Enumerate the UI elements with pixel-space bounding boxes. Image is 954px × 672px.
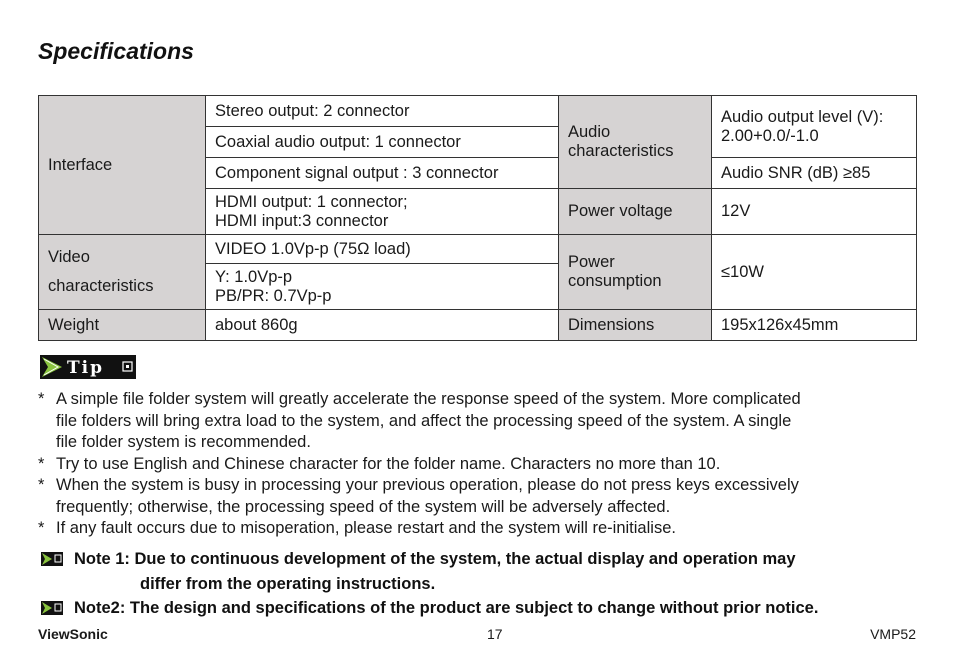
- interface-stereo-output: Stereo output: 2 connector: [215, 101, 410, 120]
- power-voltage-value-cell: [712, 189, 917, 235]
- bullet-marker: *: [38, 476, 45, 494]
- bullet-line: file folder system is recommended.: [56, 433, 311, 451]
- note-icon: [41, 552, 63, 566]
- footer-model: VMP52: [870, 626, 916, 642]
- bullet-marker: *: [38, 519, 45, 537]
- bullet-line: When the system is busy in processing your previous operation, please do not press keys excessively: [56, 476, 799, 494]
- bullet-marker: *: [38, 454, 45, 473]
- audio-level-cell: [712, 96, 917, 158]
- interface-row-cell: [206, 96, 559, 127]
- interface-row-cell: [206, 189, 559, 235]
- tip-badge: [40, 355, 136, 379]
- note-2-text: Note2: The design and specifications of the product are subject to change without prior notice.: [74, 599, 819, 617]
- audio-level-line1: Audio output level (V):: [721, 107, 884, 126]
- audio-level-line2: 2.00+0.0/-1.0: [721, 126, 819, 145]
- power-voltage-label: Power voltage: [568, 202, 673, 220]
- bullet-marker: *: [38, 390, 45, 408]
- interface-hdmi-output: HDMI output: 1 connector;: [215, 192, 408, 211]
- interface-row-cell: [206, 158, 559, 189]
- tip-bullet-item: [38, 518, 918, 540]
- power-consumption-value: ≤10W: [721, 262, 764, 281]
- bullet-line: frequently; otherwise, the processing speed of the system will be adversely affected.: [56, 497, 671, 516]
- tip-bullet-list: [38, 389, 918, 540]
- audio-snr-value: Audio SNR (dB) ≥85: [721, 163, 871, 182]
- audio-snr-cell: [712, 158, 917, 189]
- dimensions-value: 195x126x45mm: [721, 315, 839, 334]
- power-consumption-label-line1: Power: [568, 253, 615, 271]
- tip-bullet-item: [38, 389, 918, 454]
- tip-bullet-item: [38, 475, 918, 518]
- bullet-line: file folders will bring extra load to the system, and affect the processing speed of the system. A single: [56, 411, 792, 430]
- interface-hdmi-input: HDMI input:3 connector: [215, 211, 389, 230]
- interface-coaxial-output: Coaxial audio output: 1 connector: [215, 132, 461, 151]
- page-title: Specifications: [38, 38, 194, 64]
- specifications-table: [38, 95, 917, 341]
- interface-component-output: Component signal output : 3 connector: [215, 163, 499, 182]
- power-voltage-value: 12V: [721, 202, 751, 220]
- audio-label-line1: Audio: [568, 123, 611, 141]
- video-row-cell: [206, 264, 559, 310]
- video-pbpr-value: PB/PR: 0.7Vp-p: [215, 286, 332, 305]
- video-y-value: Y: 1.0Vp-p: [215, 267, 293, 286]
- bullet-line: If any fault occurs due to misoperation, please restart and the system will re-initialise.: [56, 519, 676, 537]
- video-label-line2: characteristics: [48, 277, 154, 295]
- power-consumption-label-line2: consumption: [568, 272, 662, 290]
- interface-row-cell: [206, 127, 559, 158]
- note-icon: [41, 601, 63, 615]
- footer-brand: ViewSonic: [38, 626, 108, 642]
- bullet-line: Try to use English and Chinese character for the folder name. Characters no more than 10.: [56, 454, 721, 473]
- power-consumption-label-cell: [559, 235, 712, 310]
- weight-value: about 860g: [215, 315, 298, 334]
- dimensions-label: Dimensions: [568, 315, 655, 334]
- dimensions-value-cell: [712, 310, 917, 341]
- dimensions-label-cell: [559, 310, 712, 341]
- power-voltage-label-cell: [559, 189, 712, 235]
- footer-page-number: 17: [487, 626, 503, 642]
- note-1-continuation: differ from the operating instructions.: [140, 575, 436, 593]
- weight-label: Weight: [48, 315, 100, 334]
- video-label-cell: [39, 235, 206, 310]
- audio-label-cell: [559, 96, 712, 189]
- interface-label-cell: [39, 96, 206, 235]
- weight-label-cell: [39, 310, 206, 341]
- video-label-line1: Video: [48, 248, 90, 266]
- bullet-line: A simple file folder system will greatly accelerate the response speed of the system. More complicated: [56, 390, 801, 408]
- tip-bullet-item: [38, 454, 918, 476]
- note-1-text: Note 1: Due to continuous development of the system, the actual display and operation may: [74, 550, 796, 568]
- interface-label: Interface: [48, 155, 113, 174]
- audio-label-line2: characteristics: [568, 142, 674, 160]
- video-signal-value: VIDEO 1.0Vp-p (75Ω load): [215, 239, 411, 258]
- tip-label: Tip: [67, 358, 104, 378]
- video-row-cell: [206, 235, 559, 264]
- power-consumption-value-cell: [712, 235, 917, 310]
- weight-value-cell: [206, 310, 559, 341]
